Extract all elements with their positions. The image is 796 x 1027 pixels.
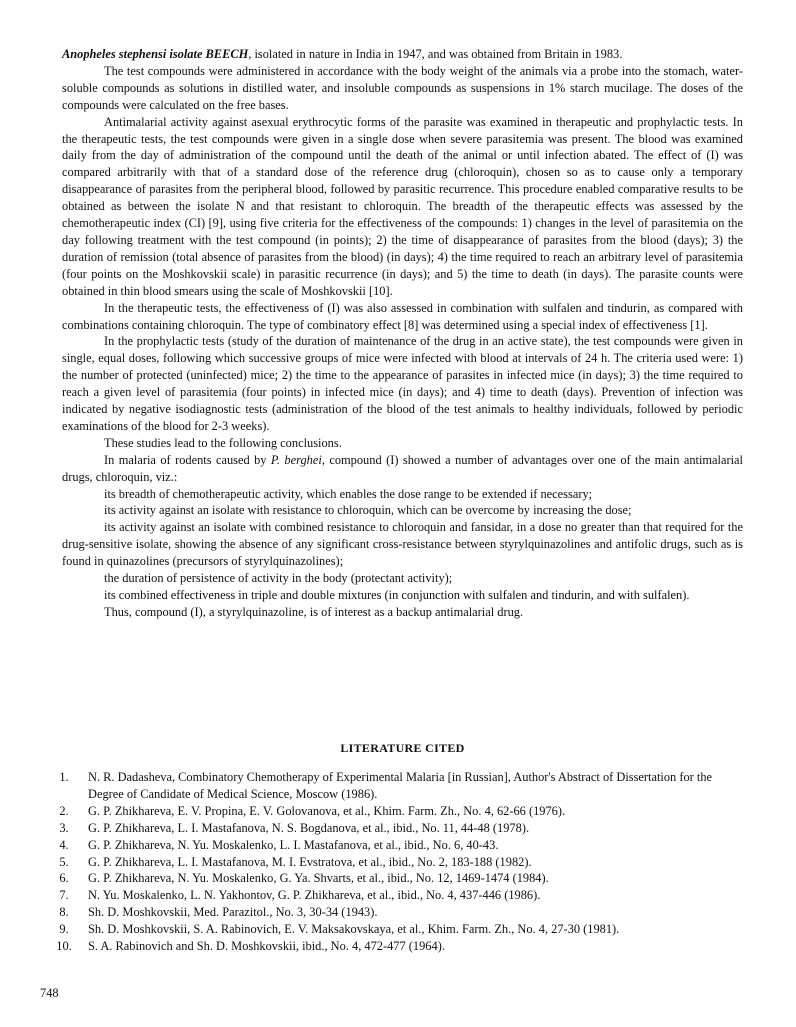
literature-cited-heading: LITERATURE CITED (340, 741, 465, 755)
reference-text: G. P. Zhikhareva, N. Yu. Moskalenko, L. I. Mastafanova, et al., ibid., No. 6, 40-43. (88, 837, 499, 852)
reference-item (40, 854, 745, 871)
reference-text: G. P. Zhikhareva, E. V. Propina, E. V. Golovanova, et al., Khim. Farm. Zh., No. 4, 62-66 (1976). (88, 803, 566, 818)
body-text (62, 46, 743, 621)
reference-number: 10. (56, 939, 72, 954)
reference-number: 6. (59, 871, 69, 886)
reference-number: 5. (59, 854, 69, 869)
conclusion-item-resistance: its activity against an isolate with resistance to chloroquin, which can be overcome by increasing the dose; (104, 503, 632, 518)
paragraph-combination-tests: In the therapeutic tests, the effectiveness of (I) was also assessed in combination with sulfalen and tindurin, as compared with combinations containing chloroquin. The type of combinatory effect [8] was determined using a special index of effectiveness [1]. (62, 300, 743, 332)
reference-text: Sh. D. Moshkovskii, Med. Parazitol., No. 3, 30-34 (1943). (88, 905, 378, 920)
reference-number: 2. (59, 803, 69, 818)
isolate-name: Anopheles stephensi isolate BEECH (62, 47, 249, 61)
reference-text: N. R. Dadasheva, Combinatory Chemotherapy of Experimental Malaria [in Russian], Author's Abstract of Dissertation for the Degree of Candidate of Medical Science, Moscow (1986). (88, 770, 713, 801)
paragraph-prophylactic-tests: In the prophylactic tests (study of the duration of maintenance of the drug in an active state), the test compounds were given in single, equal doses, following which successive groups of mice were infected with blood at intervals of 24 h. The criteria used were: 1) the number of protected (uninfected) mice; 2) the time to the appearance of parasites in infected mice (in days); 3) the time required to reach a given level of parasitemia (four points) in infected mice (in days); and 4) time to death (days). Prevention of infection was indicated by negative isodiagnostic tests (administration of the blood of the test animals to healthy individuals, followed by periodic examinations of the blood for 2-3 weeks). (62, 334, 743, 433)
reference-item (40, 938, 745, 955)
reference-text: S. A. Rabinovich and Sh. D. Moshkovskii, ibid., No. 4, 472-477 (1964). (88, 939, 445, 954)
reference-item (40, 803, 745, 820)
reference-text: G. P. Zhikhareva, L. I. Mastafanova, N. S. Bogdanova, et al., ibid., No. 11, 44-48 (1978). (88, 820, 530, 835)
paragraph-isolate-source (62, 46, 743, 63)
species-name: P. berghei (270, 452, 322, 467)
paragraph-conclusions-intro: These studies lead to the following conclusions. (104, 435, 342, 450)
paragraph-administration: The test compounds were administered in accordance with the body weight of the animals via a probe into the stomach, water-soluble compounds as solutions in distilled water, and insoluble compounds as suspensions in 1% starch mucilage. The doses of the compounds were calculated on the free bases. (62, 63, 743, 112)
reference-item (40, 837, 745, 854)
reference-text: G. P. Zhikhareva, L. I. Mastafanova, M. I. Evstratova, et al., ibid., No. 2, 183-188 (1982). (88, 854, 532, 869)
reference-number: 8. (59, 905, 69, 920)
conclusion-item-mixtures: its combined effectiveness in triple and double mixtures (in conjunction with sulfalen and tindurin, and with sulfalen). (104, 588, 690, 602)
conclusion-item-combined-resistance: its activity against an isolate with combined resistance to chloroquin and fansidar, in a dose no greater than that required for the drug-sensitive isolate, showing the absence of any significant cross-resistance between styrylquinazolines and antifolic drugs, such as is found in quinazolines (precursors of styrylquinazolines); (62, 520, 743, 569)
reference-item (40, 769, 745, 803)
reference-text: G. P. Zhikhareva, N. Yu. Moskalenko, G. Ya. Shvarts, et al., ibid., No. 12, 1469-1474 (1984). (88, 871, 549, 886)
reference-number: 4. (59, 837, 69, 852)
conclusion-item-breadth: its breadth of chemotherapeutic activity, which enables the dose range to be extended if necessary; (104, 486, 593, 501)
paragraph-advantages (62, 452, 743, 486)
advantages-text-before: In malaria of rodents caused by (104, 452, 271, 467)
reference-number: 3. (59, 820, 69, 835)
reference-item (40, 870, 745, 887)
advantages-text-after: , compound (I) showed a number of advantages over one of the main antimalarial drugs, chloroquin, viz.: (62, 452, 743, 484)
reference-item (40, 921, 745, 938)
reference-item (40, 820, 745, 837)
reference-item (40, 887, 745, 904)
reference-number: 7. (59, 888, 69, 903)
conclusion-item-persistence: the duration of persistence of activity in the body (protectant activity); (104, 571, 453, 586)
reference-item (40, 904, 745, 921)
isolate-source-text: , isolated in nature in India in 1947, and was obtained from Britain in 1983. (248, 47, 623, 61)
reference-number: 1. (59, 770, 69, 784)
reference-number: 9. (59, 922, 69, 937)
page-number: 748 (40, 986, 59, 1000)
paragraph-final-conclusion: Thus, compound (I), a styrylquinazoline, is of interest as a backup antimalarial drug. (104, 604, 524, 619)
reference-list (40, 769, 745, 955)
reference-text: Sh. D. Moshkovskii, S. A. Rabinovich, E. V. Maksakovskaya, et al., Khim. Farm. Zh., No. 4, 27-30 (1981). (88, 922, 620, 937)
reference-text: N. Yu. Moskalenko, L. N. Yakhontov, G. P. Zhikhareva, et al., ibid., No. 4, 437-446 (1986). (88, 888, 541, 903)
paragraph-antimalarial-activity: Antimalarial activity against asexual erythrocytic forms of the parasite was examined in therapeutic and prophylactic tests. In the therapeutic tests, the test compounds were given in a single dose when severe parasitemia was present. The blood was examined daily from the day of administration of the compound until the death of the animal or until infection abated. The effect of (I) was compared arbitrarily with that of a standard dose of the reference drug (chloroquin), chosen so as to cause only a temporary disappearance of parasites from the peripheral blood, followed by parasitic recurrence. This procedure enabled comparative results to be obtained as between the isolate N and that resistant to chloroquin. The breadth of the therapeutic effects was assessed by the chemotherapeutic index (CI) [9], using five criteria for the effectiveness of the compounds: 1) changes in the level of parasitemia on the day following treatment with the test compound (in points); 2) the time of disappearance of parasites from the blood (days); 3) the duration of remission (total absence of parasites from the blood) (in days); 4) the time required to reach an arbitrary level of parasitemia (four points on the Moshkovskii scale) in parasitic recurrence (in days); and 5) the time to death (in days). The parasite counts were obtained in thin blood smears using the scale of Moshkovskii [10]. (62, 114, 743, 298)
